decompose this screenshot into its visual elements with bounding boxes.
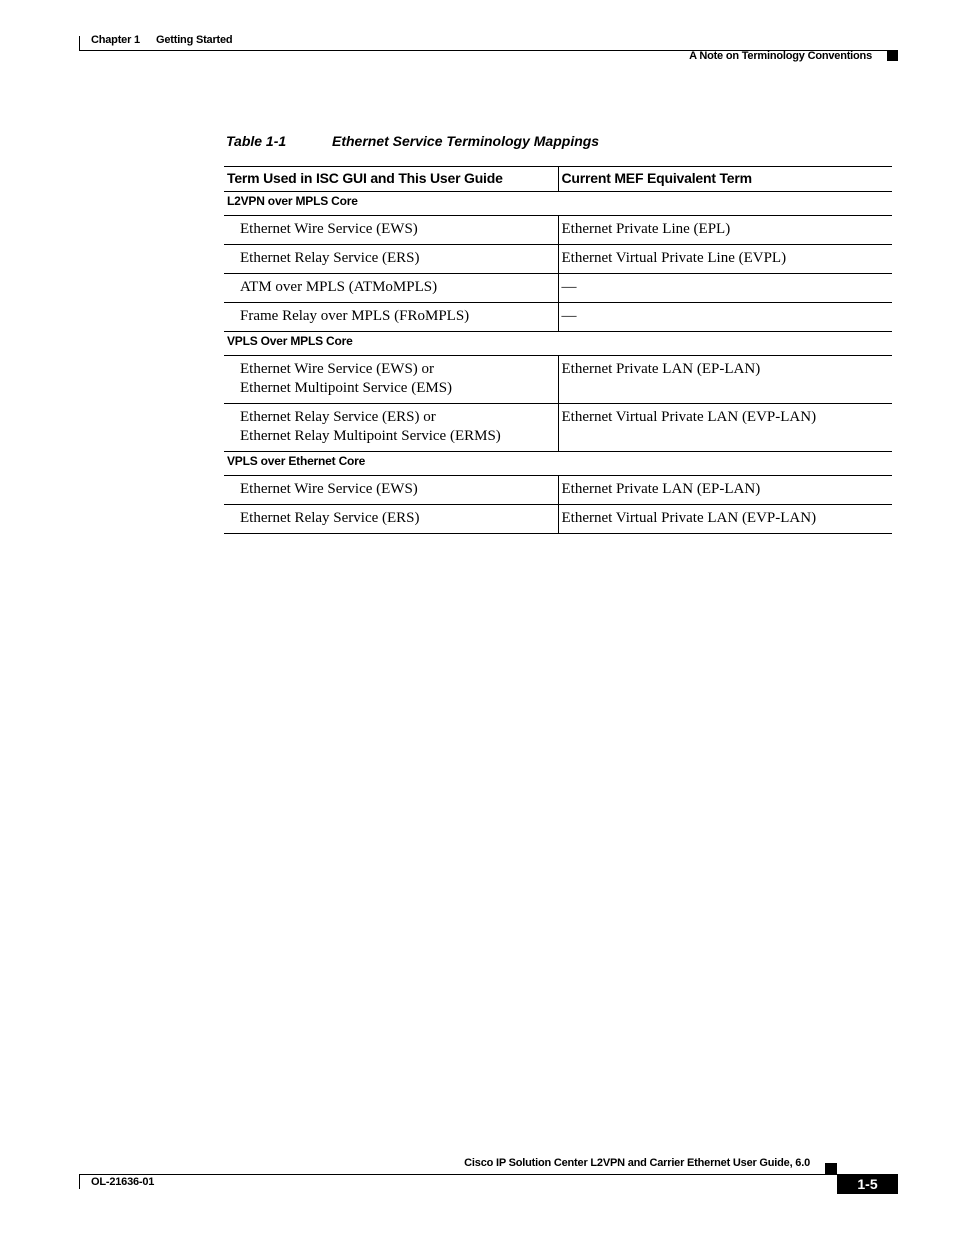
footer-rule [79, 1174, 898, 1175]
term-cell: Ethernet Relay Service (ERS) [224, 505, 558, 534]
table-row [224, 245, 892, 274]
term-cell: Ethernet Relay Service (ERS) [224, 245, 558, 274]
mef-cell: Ethernet Virtual Private Line (EVPL) [558, 245, 892, 274]
terminology-table [224, 166, 892, 534]
term-cell: Ethernet Wire Service (EWS) [224, 476, 558, 505]
column-header-term: Term Used in ISC GUI and This User Guide [224, 167, 558, 192]
mef-cell: Ethernet Private LAN (EP-LAN) [558, 476, 892, 505]
section-title: A Note on Terminology Conventions [689, 50, 872, 62]
mef-cell: — [558, 274, 892, 303]
group-row [224, 452, 892, 476]
mef-cell: Ethernet Private LAN (EP-LAN) [558, 356, 892, 404]
mef-cell: Ethernet Private Line (EPL) [558, 216, 892, 245]
footer-bracket [79, 1174, 80, 1189]
table-caption-title: Ethernet Service Terminology Mappings [332, 133, 600, 149]
term-cell: Frame Relay over MPLS (FRoMPLS) [224, 303, 558, 332]
mef-cell: — [558, 303, 892, 332]
chapter-label: Chapter 1 [91, 34, 140, 46]
footer-marker [825, 1163, 837, 1174]
table-header-row [224, 167, 892, 192]
term-cell: Ethernet Wire Service (EWS) or Ethernet Multipoint Service (EMS) [224, 356, 558, 404]
chapter-title: Getting Started [156, 34, 233, 46]
group-row [224, 192, 892, 216]
group-label: VPLS over Ethernet Core [224, 452, 892, 476]
table-row [224, 216, 892, 245]
page-number: 1-5 [837, 1174, 898, 1194]
group-row [224, 332, 892, 356]
table-row [224, 356, 892, 404]
table-row [224, 303, 892, 332]
group-label: L2VPN over MPLS Core [224, 192, 892, 216]
header-bracket [79, 36, 80, 50]
mef-cell: Ethernet Virtual Private LAN (EVP-LAN) [558, 404, 892, 452]
table-row [224, 505, 892, 534]
footer-doc-number: OL-21636-01 [91, 1176, 155, 1188]
mef-cell: Ethernet Virtual Private LAN (EVP-LAN) [558, 505, 892, 534]
footer-book-title: Cisco IP Solution Center L2VPN and Carrier Ethernet User Guide, 6.0 [464, 1157, 810, 1169]
table-row [224, 404, 892, 452]
table-row [224, 476, 892, 505]
term-cell: ATM over MPLS (ATMoMPLS) [224, 274, 558, 303]
header-marker [887, 51, 898, 61]
column-header-mef: Current MEF Equivalent Term [558, 167, 892, 192]
table-caption-number: Table 1-1 [226, 133, 287, 149]
group-label: VPLS Over MPLS Core [224, 332, 892, 356]
term-cell: Ethernet Wire Service (EWS) [224, 216, 558, 245]
table-row [224, 274, 892, 303]
term-cell: Ethernet Relay Service (ERS) or Ethernet Relay Multipoint Service (ERMS) [224, 404, 558, 452]
